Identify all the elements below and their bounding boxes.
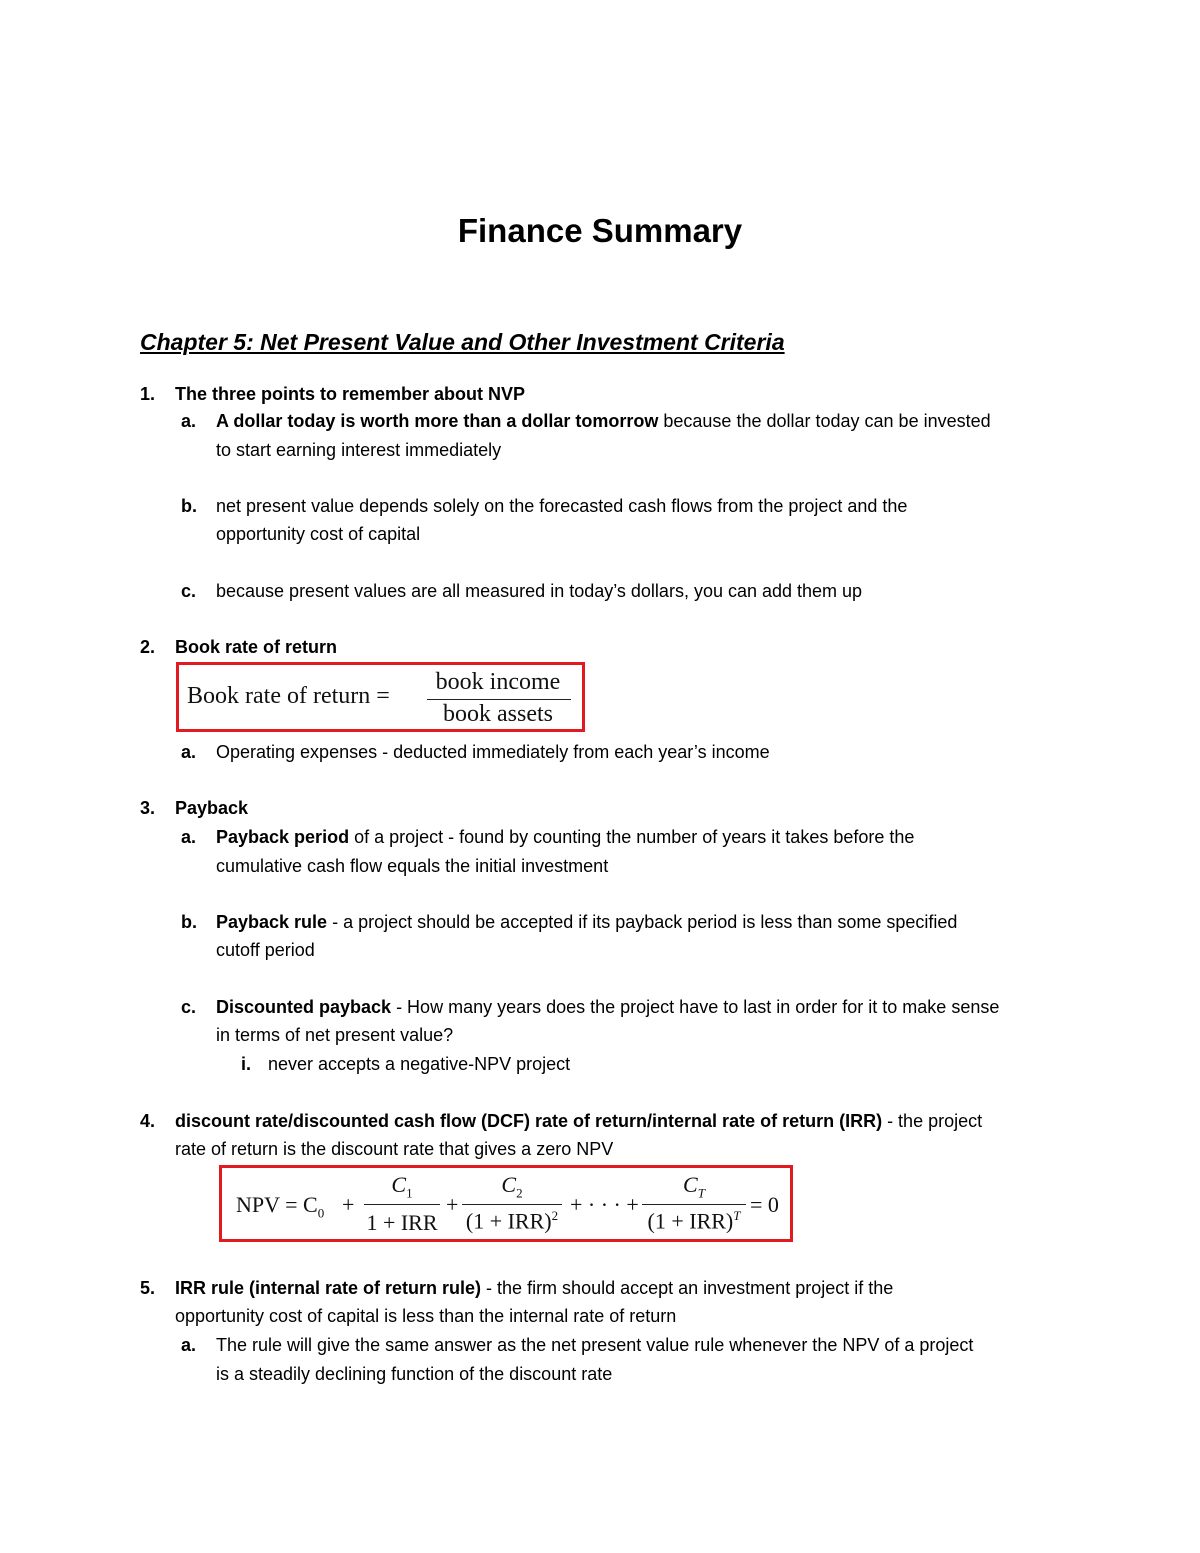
item-1a-text [216,407,991,435]
npv-rhs: = 0 [750,1192,779,1217]
item-1c-letter: c. [181,581,197,601]
item-1-number: 1. [140,384,156,404]
item-4-heading-2: rate of return is the discount rate that gives a zero NPV [175,1139,614,1159]
book-rate-formula [176,662,585,732]
item-5-number: 5. [140,1278,156,1298]
npv-term1-bar [364,1204,440,1205]
item-1a-bold: A dollar today is worth more than a dollar tomorrow [216,411,659,431]
item-3a-letter: a. [181,827,197,847]
t3-sup: T [733,1208,741,1223]
item-3c-letter: c. [181,997,197,1017]
npv-term3-denominator [640,1208,748,1234]
item-2a-text: Operating expenses - deducted immediately from each year’s income [216,742,770,762]
npv-term1-denominator: 1 + IRR [366,1210,438,1235]
item-1a-text-2: to start earning interest immediately [216,440,502,460]
item-3c-i-numeral: i. [241,1054,252,1074]
item-4-number: 4. [140,1111,156,1131]
item-3b-rest: - a project should be accepted if its payback period is less than some specified [327,912,958,932]
item-3b-letter: b. [181,912,197,932]
item-3a-text-2: cumulative cash flow equals the initial investment [216,856,609,876]
item-4-rest: - the project [882,1111,983,1131]
npv-dots: + · · · + [570,1192,639,1217]
item-1b-letter: b. [181,496,197,516]
item-3a-bold: Payback period [216,827,350,847]
item-3c-rest: - How many years does the project have to last in order for it to make sense [391,997,1000,1017]
t1-num-sub: 1 [406,1185,413,1201]
item-1a-rest: because the dollar today can be invested [658,411,991,431]
npv-term3-bar [642,1204,746,1205]
book-formula-denominator: book assets [443,701,553,727]
item-1b-text-2: opportunity cost of capital [216,524,421,544]
item-1a-letter: a. [181,411,197,431]
npv-term2-denominator [460,1208,564,1234]
item-3-heading: Payback [175,798,249,818]
item-4-bold: discount rate/discounted cash flow (DCF) rate of return/internal rate of return (IRR) [175,1111,883,1131]
item-3-number: 3. [140,798,156,818]
item-3c-text-2: in terms of net present value? [216,1025,454,1045]
chapter-heading: Chapter 5: Net Present Value and Other Investment Criteria [140,329,785,355]
item-1b-text: net present value depends solely on the forecasted cash flows from the project and the [216,496,908,516]
item-1c-text: because present values are all measured in today’s dollars, you can add them up [216,581,863,601]
item-5a-letter: a. [181,1335,197,1355]
item-3b-text [216,908,957,936]
item-5-heading-2: opportunity cost of capital is less than the internal rate of return [175,1306,677,1326]
npv-formula-lhs [236,1192,324,1221]
npv-term3-numerator [642,1172,746,1201]
npv-plus-2: + [446,1192,459,1217]
item-1-heading: The three points to remember about NVP [175,384,526,404]
item-5a-text: The rule will give the same answer as the net present value rule whenever the NPV of a project [216,1335,974,1355]
item-3c-text [216,993,999,1021]
t2-num-sub: 2 [516,1185,523,1201]
book-formula-bar [427,699,571,700]
item-2-number: 2. [140,637,156,657]
npv-lhs-text: NPV = C [236,1192,318,1217]
item-3a-rest: of a project - found by counting the number of years it takes before the [349,827,915,847]
item-3b-text-2: cutoff period [216,940,315,960]
npv-plus-1: + [342,1192,355,1217]
t1-num: C [391,1172,407,1197]
item-2a-letter: a. [181,742,197,762]
item-4-heading [175,1107,982,1135]
npv-term1-numerator [364,1172,440,1201]
npv-term2-bar [462,1204,562,1205]
t3-num: C [683,1172,698,1197]
item-5-bold: IRR rule (internal rate of return rule) [175,1278,482,1298]
item-3a-text [216,823,914,851]
item-5-heading [175,1274,893,1302]
book-formula-numerator: book income [435,669,561,695]
t3-num-sub: T [697,1185,705,1201]
item-3b-bold: Payback rule [216,912,328,932]
t2-den: (1 + IRR) [465,1208,552,1234]
item-3c-bold: Discounted payback [216,997,392,1017]
npv-lhs-sub: 0 [317,1205,325,1221]
t2-sup: 2 [551,1208,559,1223]
page-title: Finance Summary [457,212,743,249]
item-2-heading: Book rate of return [175,637,338,657]
item-5a-text-2: is a steadily declining function of the discount rate [216,1364,613,1384]
book-formula-lhs: Book rate of return = [187,683,390,709]
item-5-rest: - the firm should accept an investment project if the [481,1278,894,1298]
t3-den: (1 + IRR) [647,1208,734,1234]
npv-irr-formula [219,1165,793,1242]
npv-term2-numerator [462,1172,562,1201]
t2-num: C [501,1172,517,1197]
item-3c-i-text: never accepts a negative-NPV project [268,1054,571,1074]
